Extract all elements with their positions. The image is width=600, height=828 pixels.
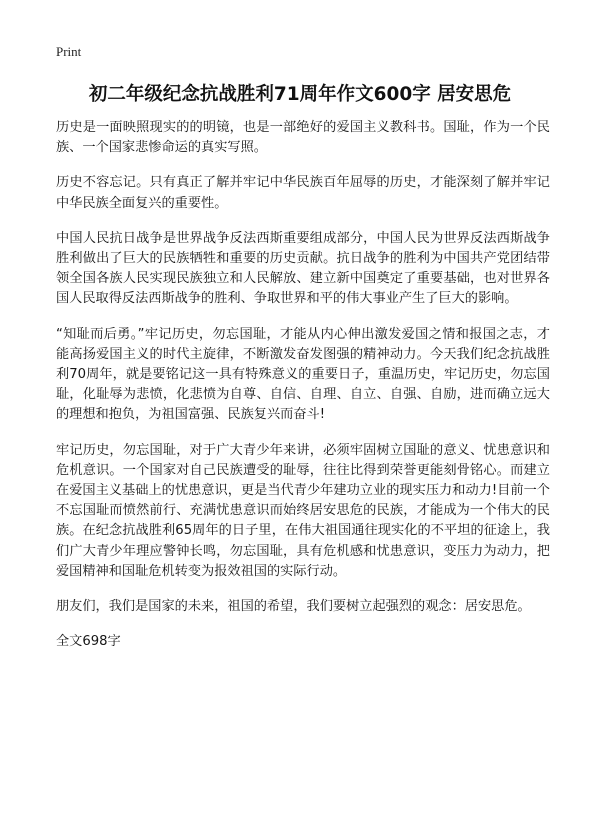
article-title: 初二年级纪念抗战胜利71周年作文600字 居安思危 [88, 84, 512, 105]
paragraph: 牢记历史，勿忘国耻，对于广大青少年来讲，必须牢固树立国耻的意义、忧患意识和危机意识。一个国家对自己民族遭受的耻辱，往往比得到荣誉更能刻骨铭心。而建立在爱国主义基础上的忧患意识，更是当代青少年建功立业的现实压力和动力!目前一个不忘国耻而愤然前行、充满忧患意识而始终居安思危的民族，才能成为一个伟大的民族。在纪念抗战胜利65周年的日子里，在伟大祖国通往现实化的不平坦的征途上，我们广大青少年理应警钟长鸣，勿忘国耻，具有危机感和忧患意识，变压力为动力，把爱国精神和国耻危机转变为报效祖国的实际行动。 [56, 442, 550, 579]
paragraph: 历史不容忘记。只有真正了解并牢记中华民族百年屈辱的历史，才能深刻了解并牢记中华民族全面复兴的重要性。 [56, 175, 550, 211]
paragraph: “知耻而后勇。”牢记历史，勿忘国耻，才能从内心伸出激发爱国之情和报国之志，才能高扬爱国主义的时代主旋律，不断激发奋发图强的精神动力。今天我们纪念抗战胜利70周年，就是要铭记这一具有特殊意义的重要日子，重温历史，牢记历史，勿忘国耻，化耻辱为悲愤，化悲愤为自尊、自信、自理、自立、自强、自励，进而确立远大的理想和抱负，为祖国富强、民族复兴而奋斗! [56, 326, 550, 423]
paragraph: 朋友们，我们是国家的未来，祖国的希望，我们要树立起强烈的观念：居安思危。 [56, 599, 531, 615]
article-body [56, 118, 550, 652]
word-count: 全文698字 [56, 634, 121, 650]
print-link[interactable]: Print [56, 44, 82, 59]
paragraph: 中国人民抗日战争是世界战争反法西斯重要组成部分，中国人民为世界反法西斯战争胜利做出了巨大的民族牺牲和重要的历史贡献。抗日战争的胜利为中国共产党团结带领全国各族人民实现民族独立和人民解放、建立新中国奠定了重要基础，也对世界各国人民取得反法西斯战争的胜利、争取世界和平的伟大事业产生了巨大的影响。 [56, 230, 550, 307]
paragraph: 历史是一面映照现实的的明镜，也是一部绝好的爱国主义教科书。国耻，作为一个民族、一个国家悲惨命运的真实写照。 [56, 120, 550, 156]
